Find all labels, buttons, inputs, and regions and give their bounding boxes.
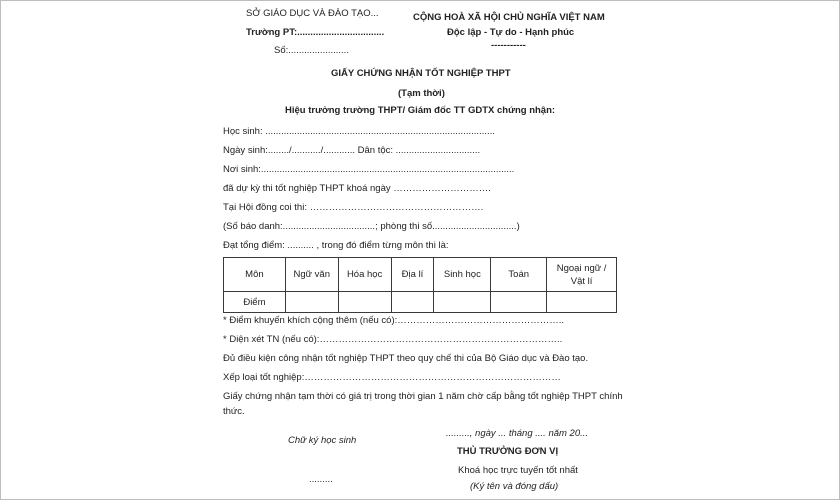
motto-underline: -----------: [491, 40, 526, 51]
field-dob: Ngày sinh:......../.........../............ Dân tộc: ................................: [223, 145, 481, 156]
head-of-unit: THỦ TRƯỞNG ĐƠN VỊ: [457, 446, 559, 457]
field-total: Đạt tổng điểm: .......... , trong đó điểm từng môn thi là:: [223, 240, 449, 251]
nation-motto: Độc lập - Tự do - Hạnh phúc: [447, 27, 575, 38]
validity-line-2: thức.: [223, 406, 245, 417]
student-signature-label: Chữ ký học sinh: [288, 435, 357, 446]
eligibility-statement: Đủ điều kiện công nhận tốt nghiệp THPT theo quy chế thi của Bộ Giáo dục và Đào tạo.: [223, 353, 589, 364]
field-council: Tại Hội đồng coi thi: ……………………………………………….: [223, 202, 484, 213]
student-signature-dots: .........: [309, 474, 333, 485]
certifying-authority: Hiệu trưởng trường THPT/ Giám đốc TT GDTX chứng nhận:: [285, 105, 556, 116]
table-header-cell: Hóa học: [338, 258, 391, 292]
sign-and-seal-note: (Ký tên và đóng dấu): [470, 481, 559, 492]
field-student: Học sinh: .......................................................................................: [223, 126, 495, 137]
table-cell[interactable]: [338, 292, 391, 313]
table-header-cell: Toán: [491, 258, 547, 292]
review-category: * Diện xét TN (nếu có):…………………………………………………………………..: [223, 334, 563, 345]
doc-number: Số:.......................: [274, 45, 349, 56]
nation-name: CỘNG HOÀ XÃ HỘI CHỦ NGHĨA VIỆT NAM: [413, 12, 605, 23]
table-header-cell: Địa lí: [391, 258, 434, 292]
table-header-cell: Môn: [224, 258, 286, 292]
table-cell[interactable]: [547, 292, 617, 313]
table-row-label: Điểm: [224, 292, 286, 313]
school-name: Trường PT:.................................: [246, 27, 385, 38]
dept-name: SỞ GIÁO DỤC VÀ ĐÀO TẠO...: [246, 8, 379, 19]
table-cell[interactable]: [391, 292, 434, 313]
table-header-cell: Ngữ văn: [285, 258, 338, 292]
unit-name: Khoá học trực tuyến tốt nhất: [458, 465, 578, 476]
certificate-subtitle: (Tạm thời): [398, 88, 445, 99]
table-header-cell: Ngoại ngữ / Vật lí: [547, 258, 617, 292]
certificate-title: GIẤY CHỨNG NHẬN TỐT NGHIỆP THPT: [331, 68, 511, 79]
issue-date: ........., ngày ... tháng .... năm 20...: [446, 428, 589, 439]
validity-line-1: Giấy chứng nhận tạm thời có giá trị trong thời gian 1 năm chờ cấp bằng tốt nghiệp THPT chính: [223, 391, 623, 402]
table-cell[interactable]: [434, 292, 491, 313]
table-header-row: [224, 258, 617, 292]
field-pob: Nơi sinh:................................................................................................: [223, 164, 515, 175]
table-cell[interactable]: [285, 292, 338, 313]
scores-table: [223, 257, 617, 313]
bonus-points: * Điểm khuyến khích cộng thêm (nếu có):……………………………………………..: [223, 315, 565, 326]
table-row: [224, 292, 617, 313]
graduation-rank: Xếp loại tốt nghiệp:………………………………………………………………………: [223, 372, 561, 383]
field-registered: đã dự kỳ thi tốt nghiệp THPT khoá ngày ………………………….: [223, 183, 491, 194]
field-sbd: (Số báo danh:...................................; phòng thi số................................): [223, 221, 520, 232]
table-header-cell: Sinh học: [434, 258, 491, 292]
table-cell[interactable]: [491, 292, 547, 313]
